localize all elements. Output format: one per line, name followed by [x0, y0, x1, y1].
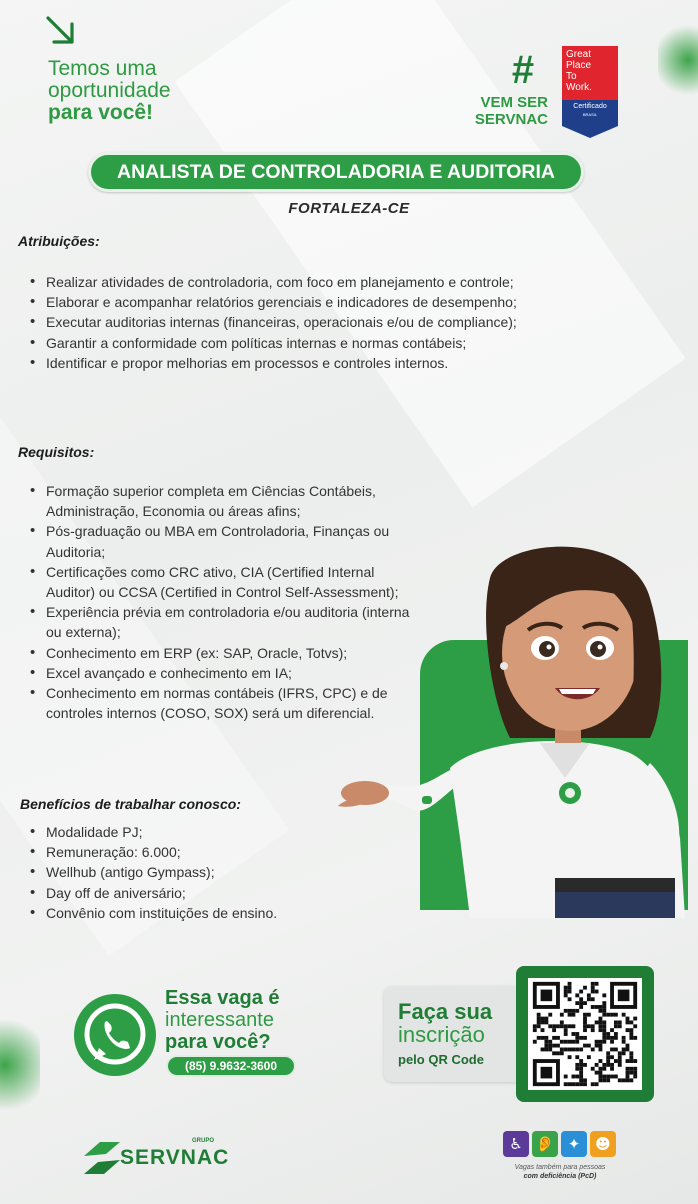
- list-item: • Conhecimento em ERP (ex: SAP, Oracle, Totvs);: [26, 643, 426, 663]
- intro-heading: [48, 58, 171, 124]
- whatsapp-icon[interactable]: [72, 992, 158, 1078]
- badge-text: Work.: [566, 82, 592, 93]
- apply-cta: [398, 1000, 492, 1071]
- section-heading-beneficios: Benefícios de trabalhar conosco:: [20, 796, 241, 812]
- list-item: • Wellhub (antigo Gympass);: [26, 862, 386, 882]
- brand-name: SERVNAC: [120, 1146, 230, 1169]
- list-item: • Realizar atividades de controladoria, com foco em planejamento e controle;: [26, 272, 586, 292]
- vem-ser-line: VEM SER: [480, 94, 548, 111]
- great-place-to-work-badge: [562, 46, 618, 140]
- arrow-down-right-icon: [42, 12, 78, 48]
- apply-line: inscrição: [398, 1022, 485, 1047]
- job-location: FORTALEZA-CE: [288, 200, 410, 217]
- section-heading-atribuicoes: Atribuições:: [18, 233, 100, 249]
- cta-line: para você?: [165, 1031, 271, 1053]
- list-item: • Conhecimento em normas contábeis (IFRS, CPC) e de controles internos (COSO, SOX) será um diferencial.: [26, 683, 426, 723]
- list-item: • Convênio com instituições de ensino.: [26, 903, 386, 923]
- badge-text: Great: [566, 49, 592, 60]
- phone-number[interactable]: (85) 9.9632-3600: [166, 1055, 296, 1077]
- list-item: • Garantir a conformidade com políticas internas e normas contábeis;: [26, 333, 586, 353]
- list-item: • Modalidade PJ;: [26, 822, 386, 842]
- list-item: • Certificações como CRC ativo, CIA (Certified Internal Auditor) ou CCSA (Certified in Control Self-Assessment);: [26, 562, 426, 602]
- cta-line: Essa vaga é: [165, 987, 280, 1009]
- intro-line: oportunidade: [48, 79, 171, 102]
- list-item: • Executar auditorias internas (financeiras, operacionais e/ou de compliance);: [26, 312, 586, 332]
- cta-line: interessante: [165, 1009, 274, 1031]
- badge-certified: Certificado: [573, 103, 607, 110]
- qr-code[interactable]: [516, 966, 654, 1102]
- decorative-blob: [658, 20, 698, 100]
- list-item: • Remuneração: 6.000;: [26, 842, 386, 862]
- apply-line: pelo QR Code: [398, 1052, 484, 1067]
- atribuicoes-list: [26, 272, 586, 373]
- job-title: ANALISTA DE CONTROLADORIA E AUDITORIA: [88, 152, 584, 192]
- hearing-icon: 👂: [532, 1131, 558, 1157]
- list-item: • Excel avançado e conhecimento em IA;: [26, 663, 426, 683]
- pcd-note-line: Vagas também para pessoas: [514, 1164, 606, 1171]
- badge-tip: [562, 126, 618, 138]
- badge-text: To: [566, 71, 577, 82]
- visual-icon: ✦: [561, 1131, 587, 1157]
- list-item: • Pós-graduação ou MBA em Controladoria, Finanças ou Auditoria;: [26, 521, 426, 561]
- section-heading-requisitos: Requisitos:: [18, 444, 95, 460]
- wheelchair-icon: ♿: [503, 1131, 529, 1157]
- pcd-icons: [503, 1131, 619, 1157]
- list-item: • Identificar e propor melhorias em processos e controles internos.: [26, 353, 586, 373]
- list-item: • Formação superior completa em Ciências Contábeis, Administração, Economia ou áreas afins;: [26, 481, 426, 521]
- brand-group: GRUPO: [192, 1138, 215, 1144]
- servnac-logo-icon: [80, 1136, 124, 1180]
- mascot-illustration: [330, 538, 698, 918]
- apply-line: Faça sua: [398, 999, 493, 1024]
- decorative-blob: [0, 1010, 40, 1120]
- pcd-note: [496, 1163, 624, 1181]
- hashtag-icon: #: [511, 48, 535, 92]
- whatsapp-cta: [165, 987, 280, 1053]
- intro-line-bold: para você!: [48, 101, 154, 124]
- badge-country: BRASIL: [582, 112, 598, 117]
- qr-code-icon: [528, 978, 642, 1090]
- list-item: • Experiência prévia em controladoria e/ou auditoria (interna ou externa);: [26, 602, 426, 642]
- badge-text: Place: [566, 60, 592, 71]
- vem-ser-line: SERVNAC: [474, 111, 548, 128]
- intellectual-icon: ☻: [590, 1131, 616, 1157]
- pcd-note-line: com deficiência (PcD): [523, 1173, 597, 1180]
- vem-ser-servnac: [448, 94, 548, 128]
- intro-line: Temos uma: [48, 57, 157, 80]
- list-item: • Elaborar e acompanhar relatórios gerenciais e indicadores de desempenho;: [26, 292, 586, 312]
- list-item: • Day off de aniversário;: [26, 883, 386, 903]
